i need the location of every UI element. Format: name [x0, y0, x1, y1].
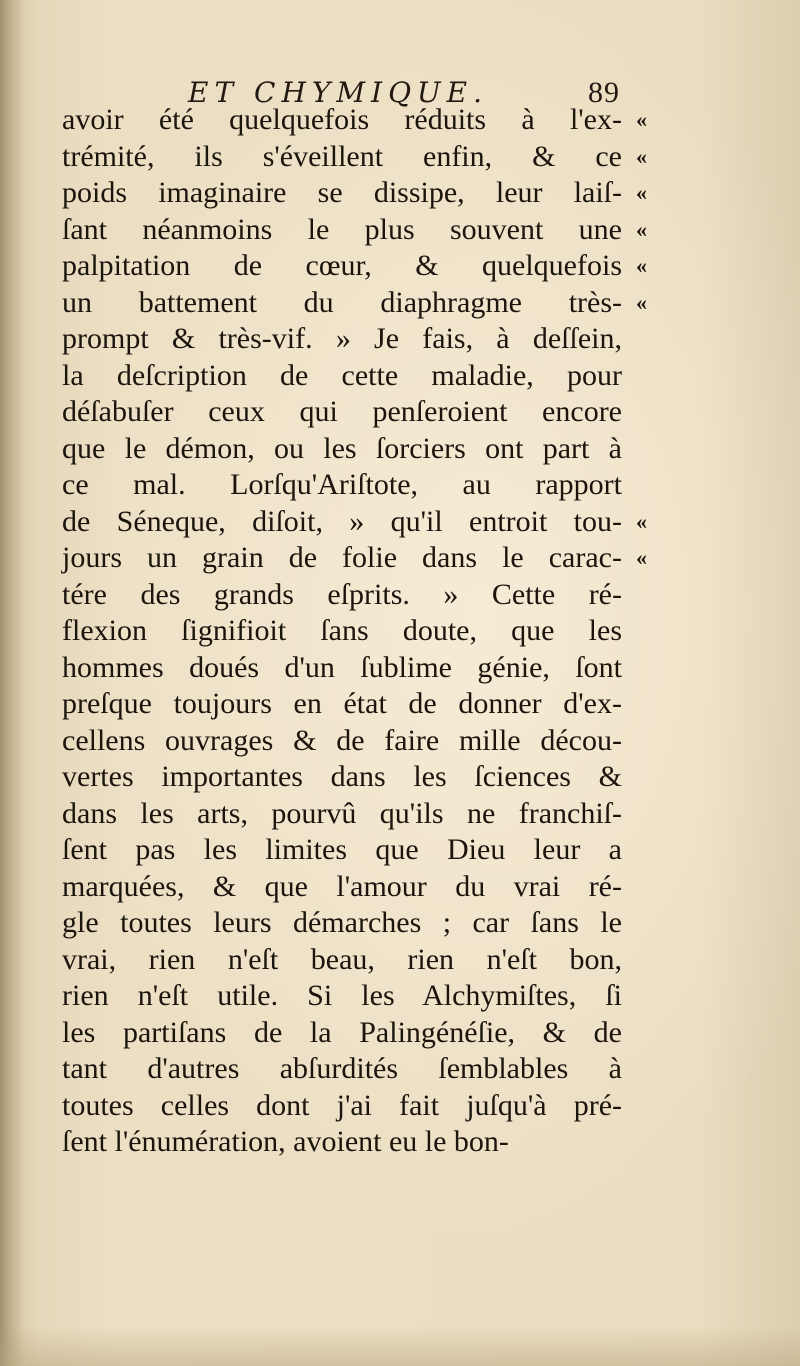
text-line-content: que le démon, ou les ſorciers ont part à [62, 431, 622, 465]
text-line [62, 796, 622, 833]
text-line-content: cellens ouvrages & de faire mille décou- [62, 723, 622, 757]
quotation-marker: « [636, 253, 647, 278]
text-line-content: preſque toujours en état de donner d'ex- [62, 687, 622, 720]
page-number: 89 [588, 76, 620, 109]
text-line [62, 175, 647, 212]
text-line-content: les partiſans de la Palingénéſie, & de [62, 1015, 622, 1049]
text-line [62, 832, 622, 869]
text-line [62, 723, 622, 760]
quotation-marker: « [636, 508, 647, 534]
text-line [62, 1015, 622, 1052]
text-line-content: avoir été quelquefois réduits à l'ex- [62, 103, 622, 136]
spine-shadow [0, 0, 24, 1366]
text-line-content: rien n'eſt utile. Si les Alchymiſtes, ſi [62, 979, 622, 1012]
quotation-marker: « [636, 545, 647, 570]
text-line [62, 613, 622, 650]
text-line-content: flexion ſignifioit ſans doute, que les [62, 614, 622, 647]
text-line [62, 321, 622, 358]
text-line [62, 102, 647, 139]
text-line-content: marquées, & que l'amour du vrai ré- [62, 869, 622, 903]
text-line-content: un battement du diaphragme très- [62, 285, 622, 319]
text-line [62, 139, 647, 176]
text-line-content: tant d'autres abſurdités ſemblables à [62, 1052, 622, 1085]
text-line [62, 978, 622, 1015]
page-bottom-shadow [0, 1326, 800, 1366]
quotation-marker: « [636, 289, 647, 315]
text-line [62, 504, 647, 541]
text-line-content: la deſcription de cette maladie, pour [62, 358, 622, 392]
text-line [62, 1124, 622, 1161]
text-line-content: ſent l'énumération, avoient eu le bon- [62, 1125, 509, 1158]
text-line [62, 212, 647, 249]
text-line-content: toutes celles dont j'ai fait juſqu'à pré- [62, 1088, 622, 1122]
text-line [62, 540, 647, 577]
text-line [62, 577, 622, 614]
running-title: ET CHYMIQUE. [188, 76, 488, 109]
body-text [62, 102, 647, 1161]
text-line [62, 394, 622, 431]
text-line-content: gle toutes leurs démarches ; car ſans le [62, 906, 622, 939]
text-line-content: vertes importantes dans les ſciences & [62, 760, 622, 793]
text-line [62, 1088, 622, 1125]
text-line [62, 942, 622, 979]
text-line-content: dans les arts, pourvû qu'ils ne franchiſ- [62, 796, 622, 830]
text-line-content: vrai, rien n'eſt beau, rien n'eſt bon, [62, 942, 622, 976]
text-line [62, 248, 647, 285]
quotation-marker: « [636, 143, 647, 169]
quotation-marker: « [636, 107, 647, 132]
text-line [62, 759, 622, 796]
text-line-content: prompt & très-vif. » Je fais, à deſſein, [62, 322, 622, 355]
text-line [62, 467, 622, 504]
text-line-content: ce mal. Lorſqu'Ariſtote, au rapport [62, 468, 622, 501]
quotation-marker: « [636, 216, 647, 242]
text-line [62, 285, 647, 322]
text-line [62, 686, 622, 723]
text-line-content: hommes doués d'un ſublime génie, ſont [62, 650, 622, 684]
text-line-content: tére des grands eſprits. » Cette ré- [62, 577, 622, 611]
text-line-content: jours un grain de folie dans le carac- [62, 541, 622, 574]
text-line [62, 1051, 622, 1088]
text-line-content: palpitation de cœur, & quelquefois [62, 249, 622, 282]
text-line [62, 905, 622, 942]
text-line [62, 358, 622, 395]
text-line [62, 650, 622, 687]
text-line-content: ſent pas les limites que Dieu leur a [62, 833, 622, 866]
quotation-marker: « [636, 180, 647, 205]
text-line-content: trémité, ils s'éveillent enfin, & ce [62, 139, 622, 173]
text-line-content: poids imaginaire se dissipe, leur laiſ- [62, 176, 622, 209]
text-line-content: ſant néanmoins le plus souvent une [62, 212, 622, 246]
text-line [62, 869, 622, 906]
text-line-content: déſabuſer ceux qui penſeroient encore [62, 395, 622, 428]
text-line-content: de Séneque, diſoit, » qu'il entroit tou- [62, 504, 622, 538]
text-line [62, 431, 622, 468]
